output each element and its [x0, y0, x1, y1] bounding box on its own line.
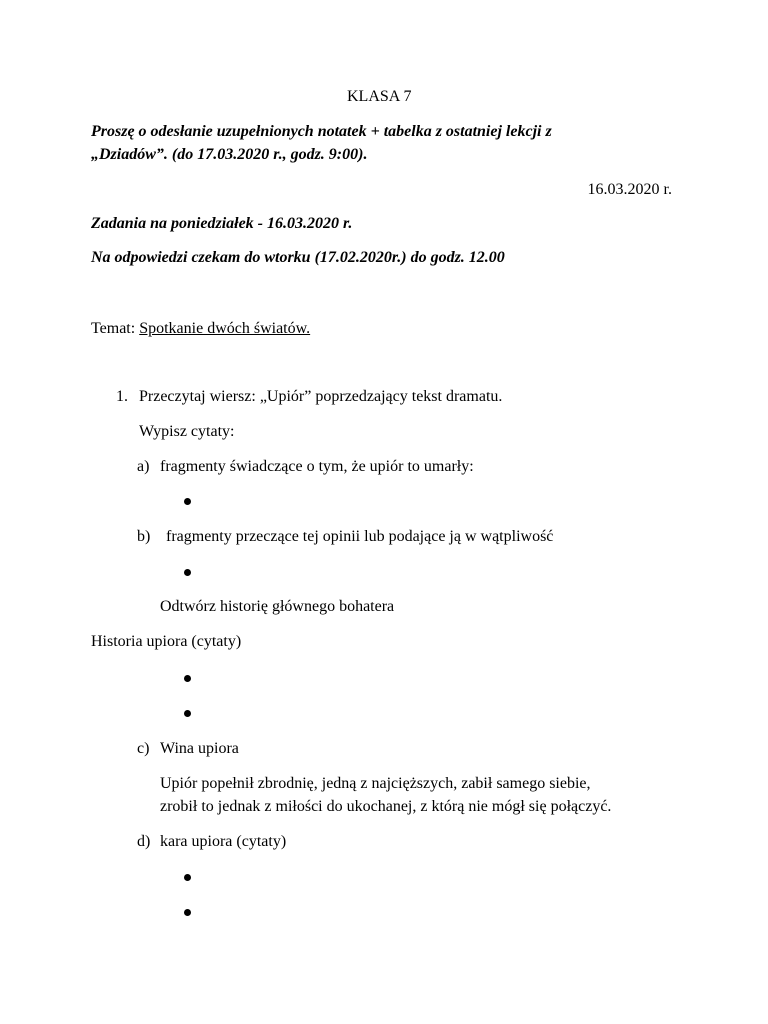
- topic-line: [91, 319, 310, 339]
- tasks-heading: Zadania na poniedziałek - 16.03.2020 r.: [91, 215, 353, 232]
- item-1-number: 1.: [116, 388, 128, 405]
- request-line-1: Proszę o odesłanie uzupełnionych notatek + tabelka z ostatniej lekcji z: [91, 123, 552, 140]
- item-d-text: kara upiora (cytaty): [160, 833, 287, 850]
- topic-text: Spotkanie dwóch światów.: [139, 320, 311, 337]
- item-b-text: fragmenty przeczące tej opinii lub podające ją w wątpliwość: [166, 528, 554, 545]
- bullet-history-2: [184, 710, 191, 717]
- bullet-d-1: [184, 874, 191, 881]
- item-d-label: d): [137, 833, 151, 850]
- c-paragraph-line-1: Upiór popełnił zbrodnię, jedną z najcięższych, zabił samego siebie,: [160, 775, 591, 792]
- history-label: Historia upiora (cytaty): [91, 633, 242, 650]
- c-paragraph-line-2: zrobił to jednak z miłości do ukochanej, z którą nie mógł się połączyć.: [160, 798, 612, 815]
- request-line-2: „Dziadów”. (do 17.03.2020 r., godz. 9:00).: [91, 146, 368, 163]
- item-c-label: c): [137, 740, 150, 757]
- item-a-text: fragmenty świadczące o tym, że upiór to umarły:: [160, 458, 474, 475]
- item-1-text: Przeczytaj wiersz: „Upiór” poprzedzający tekst dramatu.: [139, 388, 503, 405]
- write-quotes-instruction: Wypisz cytaty:: [139, 423, 235, 440]
- class-title: KLASA 7: [347, 88, 412, 105]
- item-a-label: a): [137, 458, 150, 475]
- bullet-d-2: [184, 909, 191, 916]
- item-b-label: b): [137, 528, 151, 545]
- document-date: 16.03.2020 r.: [587, 181, 672, 198]
- bullet-history-1: [184, 675, 191, 682]
- bullet-b-1: [184, 569, 191, 576]
- bullet-a-1: [184, 498, 191, 505]
- answers-deadline: Na odpowiedzi czekam do wtorku (17.02.2020r.) do godz. 12.00: [91, 249, 505, 266]
- reconstruct-instruction: Odtwórz historię głównego bohatera: [160, 598, 395, 615]
- item-c-text: Wina upiora: [160, 740, 239, 757]
- topic-label: Temat:: [91, 320, 136, 337]
